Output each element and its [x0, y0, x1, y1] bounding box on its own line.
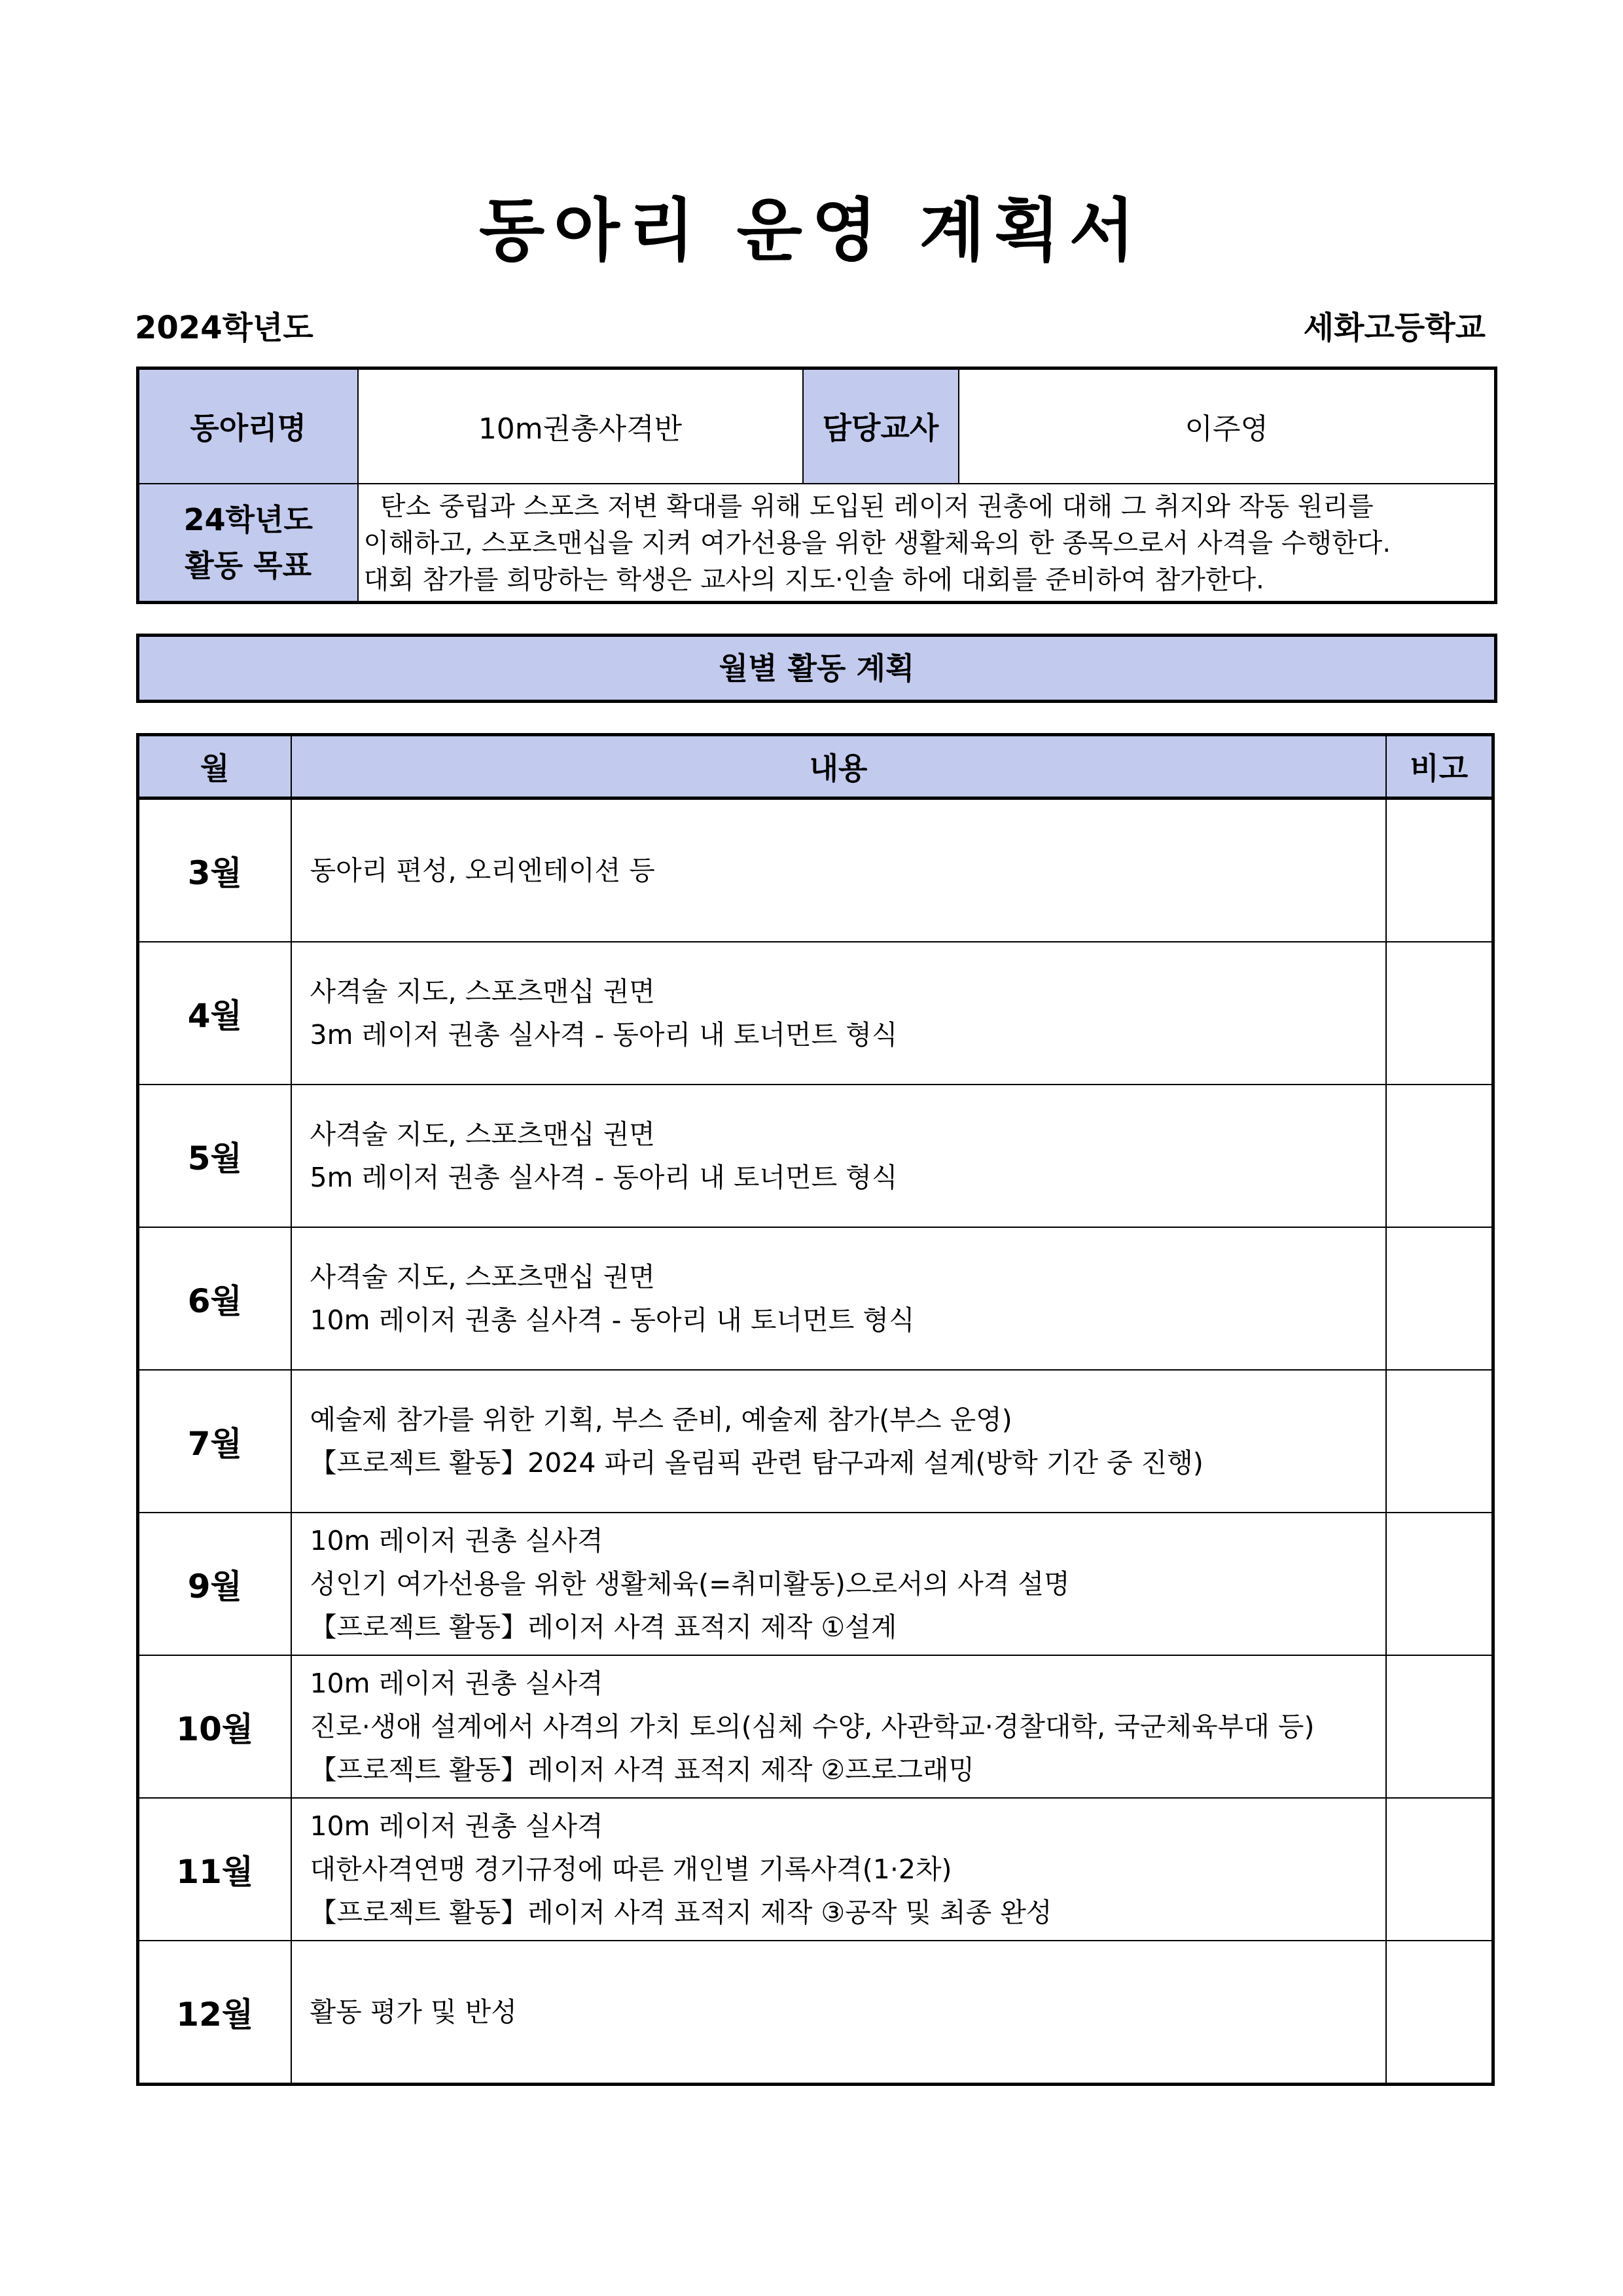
goal-label-line1: 24학년도: [183, 501, 313, 537]
table-row: [138, 1227, 1493, 1370]
club-name-label: 동아리명: [138, 368, 358, 484]
content-line: 대한사격연맹 경기규정에 따른 개인별 기록사격(1·2차): [310, 1854, 952, 1885]
content-cell: [291, 1370, 1386, 1513]
note-cell: [1386, 1941, 1493, 2085]
content-line: 10m 레이저 권총 실사격: [310, 1525, 603, 1556]
page-title: 동아리 운영 계획서: [478, 190, 1145, 270]
table-row: [138, 1798, 1493, 1941]
monthly-plan-table: [136, 733, 1495, 2086]
goal-label-line2: 활동 목표: [185, 547, 312, 583]
goal-line: 이해하고, 스포츠맨십을 지켜 여가선용을 위한 생활체육의 한 종목으로서 사격을 수행한다.: [363, 528, 1391, 558]
club-info-table: [136, 367, 1497, 604]
table-row: [138, 798, 1493, 942]
month-cell: 7월: [138, 1370, 291, 1513]
note-cell: [1386, 798, 1493, 942]
content-line: 3m 레이저 권총 실사격 - 동아리 내 토너먼트 형식: [310, 1019, 898, 1050]
month-cell: 3월: [138, 798, 291, 942]
table-row: [138, 942, 1493, 1085]
school-year: 2024학년도: [135, 310, 313, 346]
content-line: 10m 레이저 권총 실사격: [310, 1668, 603, 1699]
goal-label: [138, 484, 358, 603]
month-cell: 10월: [138, 1655, 291, 1798]
goal-line: 대회 참가를 희망하는 학생은 교사의 지도·인솔 하에 대회를 준비하여 참가한다.: [363, 564, 1264, 595]
content-cell: [291, 1085, 1386, 1227]
note-cell: [1386, 1085, 1493, 1227]
month-cell: 11월: [138, 1798, 291, 1941]
content-line: 사격술 지도, 스포츠맨십 권면: [310, 1119, 655, 1150]
club-name-value: 10m권총사격반: [358, 368, 803, 484]
goal-text: [358, 484, 1496, 603]
month-cell: 6월: [138, 1227, 291, 1370]
content-line: 10m 레이저 권총 실사격 - 동아리 내 토너먼트 형식: [310, 1304, 915, 1336]
table-row: [138, 1655, 1493, 1798]
note-cell: [1386, 1513, 1493, 1655]
content-line: 동아리 편성, 오리엔테이션 등: [310, 855, 655, 886]
content-line: 예술제 참가를 위한 기획, 부스 준비, 예술제 참가(부스 운영): [310, 1404, 1012, 1435]
table-row: [138, 1085, 1493, 1227]
content-cell: [291, 1798, 1386, 1941]
content-line: 【프로젝트 활동】레이저 사격 표적지 제작 ②프로그래밍: [310, 1754, 975, 1785]
content-line: 활동 평가 및 반성: [310, 1996, 517, 2028]
table-row: [138, 1370, 1493, 1513]
teacher-name-value: 이주영: [959, 368, 1496, 484]
school-name: 세화고등학교: [1303, 310, 1486, 346]
content-line: 【프로젝트 활동】레이저 사격 표적지 제작 ①설계: [310, 1611, 897, 1643]
column-header-note: 비고: [1386, 735, 1493, 798]
note-cell: [1386, 942, 1493, 1085]
teacher-label: 담당교사: [803, 368, 959, 484]
content-cell: [291, 1227, 1386, 1370]
content-line: 사격술 지도, 스포츠맨십 권면: [310, 976, 655, 1007]
content-cell: [291, 1941, 1386, 2085]
content-line: 성인기 여가선용을 위한 생활체육(=취미활동)으로서의 사격 설명: [310, 1568, 1070, 1600]
content-line: 사격술 지도, 스포츠맨십 권면: [310, 1261, 655, 1293]
content-cell: [291, 1513, 1386, 1655]
month-cell: 12월: [138, 1941, 291, 2085]
monthly-plan-header: 월별 활동 계획: [136, 634, 1497, 703]
content-line: 【프로젝트 활동】2024 파리 올림픽 관련 탐구과제 설계(방학 기간 중 진행): [310, 1447, 1204, 1479]
content-line: 10m 레이저 권총 실사격: [310, 1810, 603, 1842]
content-cell: [291, 1655, 1386, 1798]
note-cell: [1386, 1227, 1493, 1370]
month-cell: 9월: [138, 1513, 291, 1655]
note-cell: [1386, 1370, 1493, 1513]
table-row: [138, 1941, 1493, 2085]
content-cell: [291, 798, 1386, 942]
month-cell: 5월: [138, 1085, 291, 1227]
month-cell: 4월: [138, 942, 291, 1085]
content-cell: [291, 942, 1386, 1085]
plan-rows: [138, 798, 1493, 2085]
content-line: 진로·생애 설계에서 사격의 가치 토의(심체 수양, 사관학교·경찰대학, 국군체육부대 등): [310, 1711, 1315, 1742]
column-header-month: 월: [138, 735, 291, 798]
note-cell: [1386, 1655, 1493, 1798]
content-line: 5m 레이저 권총 실사격 - 동아리 내 토너먼트 형식: [310, 1162, 898, 1193]
table-row: [138, 1513, 1493, 1655]
goal-line: 탄소 중립과 스포츠 저변 확대를 위해 도입된 레이저 권총에 대해 그 취지와 작동 원리를: [363, 491, 1374, 522]
column-header-content: 내용: [291, 735, 1386, 798]
note-cell: [1386, 1798, 1493, 1941]
content-line: 【프로젝트 활동】레이저 사격 표적지 제작 ③공작 및 최종 완성: [310, 1897, 1052, 1928]
